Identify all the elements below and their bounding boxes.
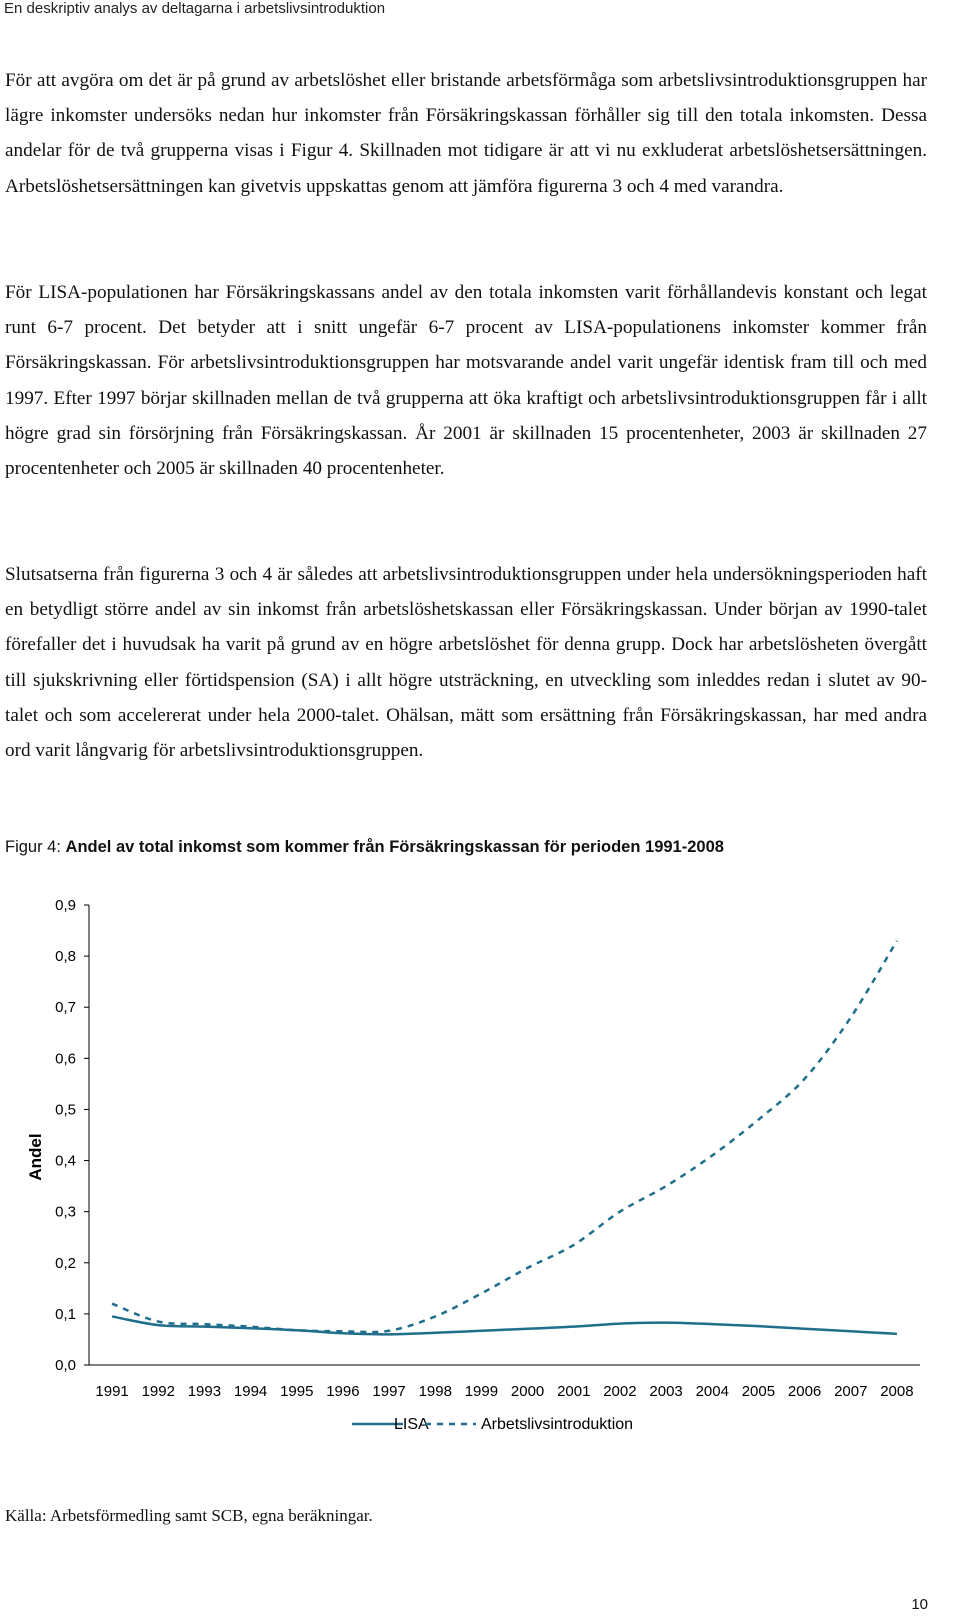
x-tick-label: 1993 xyxy=(187,1383,222,1400)
x-tick-label: 2002 xyxy=(603,1383,637,1400)
page-number: 10 xyxy=(911,1596,928,1613)
line-chart xyxy=(0,880,960,1470)
y-tick-label: 0,2 xyxy=(55,1254,76,1272)
x-tick-label: 2001 xyxy=(557,1383,591,1400)
paragraph-3: Slutsatserna från figurerna 3 och 4 är således att arbetslivsintroduktionsgruppen under hela undersökningsperioden haft en betydligt större andel av sin inkomst från arbetslöshetskassan eller Försäkringskassan. Under början av 1990-talet förefaller det i huvudsak ha varit på grund av en högre arbetslöshet för denna grupp. Dock har arbetslösheten övergått till sjukskrivning eller förtidspension (SA) i allt högre utsträckning, en utveckling som inleddes redan i slutet av 90-talet och som accelererat under hela 2000-talet. Ohälsan, mätt som ersättning från Försäkringskassan, har med andra ord varit långvarig för arbetslivsintroduktionsgruppen. xyxy=(5,564,927,762)
x-tick-label: 2003 xyxy=(649,1383,683,1400)
x-tick-label: 2007 xyxy=(834,1383,868,1400)
x-tick-label: 2004 xyxy=(695,1383,729,1400)
figure-title: Andel av total inkomst som kommer från Försäkringskassan för perioden 1991-2008 xyxy=(65,838,724,856)
y-tick-label: 0,7 xyxy=(55,999,76,1017)
y-tick-label: 0,4 xyxy=(55,1152,76,1170)
x-tick-label: 1991 xyxy=(95,1383,129,1400)
y-tick-label: 0,0 xyxy=(55,1357,76,1374)
x-axis xyxy=(89,1365,920,1400)
x-tick-label: 2000 xyxy=(510,1383,545,1400)
x-tick-label: 1996 xyxy=(326,1383,360,1400)
source-note: Källa: Arbetsförmedling samt SCB, egna beräkningar. xyxy=(5,1506,373,1525)
y-tick-label: 0,5 xyxy=(55,1101,76,1119)
paragraph-1: För att avgöra om det är på grund av arbetslöshet eller bristande arbetsförmåga som arbetslivsintroduktionsgruppen har lägre inkomster undersöks nedan hur inkomster från Försäkringskassan förhåller sig till den totala inkomsten. Dessa andelar för de två grupperna visas i Figur 4. Skillnaden mot tidigare är att vi nu exkluderat arbetslöshetsersättningen. Arbetslöshetsersättningen kan givetvis uppskattas genom att jämföra figurerna 3 och 4 med varandra. xyxy=(5,70,927,197)
paragraph-2: För LISA-populationen har Försäkringskassans andel av den totala inkomsten varit förhållandevis konstant och legat runt 6-7 procent. Det betyder att i snitt ungefär 6-7 procent av LISA-populationens inkomster kommer från Försäkringskassan. För arbetslivsintroduktionsgruppen har motsvarande andel varit ungefär identisk fram till och med 1997. Efter 1997 börjar skillnaden mellan de två grupperna att öka kraftigt och arbetslivsintroduktionsgruppen får i allt högre grad sin försörjning från Försäkringskassan. År 2001 är skillnaden 15 procentenheter, 2003 är skillnaden 27 procentenheter och 2005 är skillnaden 40 procentenheter. xyxy=(5,282,927,480)
x-tick-label: 2005 xyxy=(741,1383,776,1400)
x-tick-label: 1994 xyxy=(233,1383,268,1400)
y-axis xyxy=(55,897,89,1374)
series-line-arbetslivsintroduktion xyxy=(112,941,897,1332)
x-tick-label: 1995 xyxy=(280,1383,314,1400)
running-header: En deskriptiv analys av deltagarna i arbetslivsintroduktion xyxy=(4,0,386,17)
figure-label: Figur 4: xyxy=(5,838,61,856)
y-axis-label: Andel xyxy=(26,1133,45,1181)
chart-series xyxy=(112,941,897,1335)
x-tick-label: 2006 xyxy=(787,1383,822,1400)
x-tick-label: 1999 xyxy=(464,1383,499,1400)
x-tick-label: 1992 xyxy=(141,1383,175,1400)
y-tick-label: 0,1 xyxy=(55,1305,76,1323)
y-tick-label: 0,3 xyxy=(55,1203,76,1221)
chart-legend xyxy=(352,1416,633,1433)
y-tick-label: 0,8 xyxy=(55,948,76,966)
figure-caption xyxy=(5,838,724,857)
x-tick-label: 2008 xyxy=(880,1383,914,1400)
legend-label: Arbetslivsintroduktion xyxy=(481,1416,634,1433)
x-tick-label: 1998 xyxy=(418,1383,452,1400)
y-tick-label: 0,6 xyxy=(55,1050,76,1068)
legend-label: LISA xyxy=(394,1416,429,1433)
x-tick-label: 1997 xyxy=(372,1383,406,1400)
y-tick-label: 0,9 xyxy=(55,897,76,914)
